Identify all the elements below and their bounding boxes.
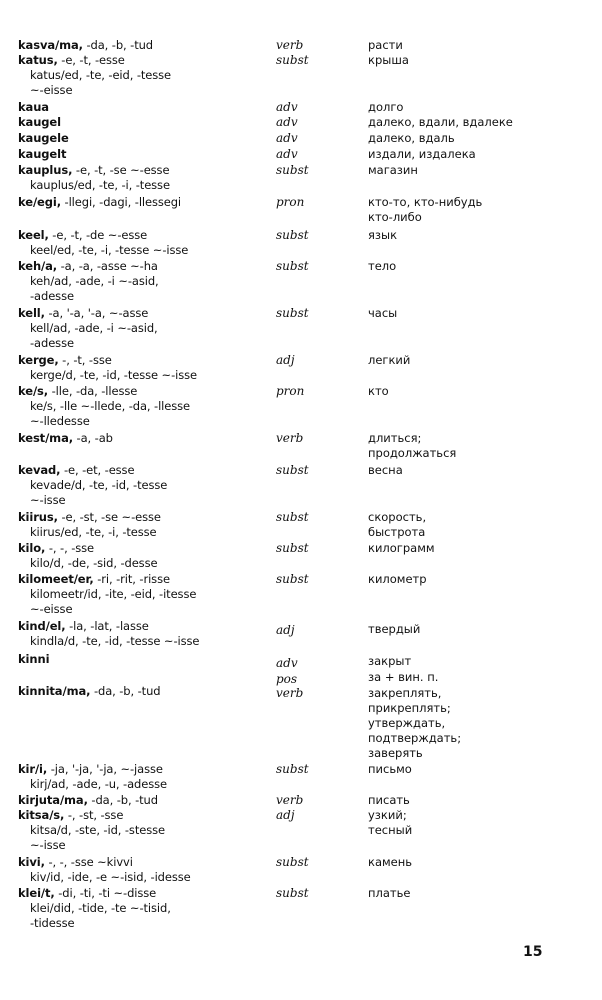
- plural-forms: [30, 525, 270, 540]
- part-of-speech: pron: [276, 384, 305, 398]
- translation-line: тело: [368, 259, 397, 273]
- translation: [368, 541, 593, 556]
- headword-line: [18, 131, 270, 146]
- translation: [368, 195, 593, 225]
- headword: katus,: [18, 53, 58, 67]
- inflection-forms: -, -, -sse: [45, 541, 94, 555]
- part-of-speech: subst: [276, 306, 309, 320]
- headword: kerge,: [18, 353, 59, 367]
- headword: kind/el,: [18, 619, 66, 633]
- translation: [368, 793, 593, 808]
- inflection-forms: -e, -et, -esse: [60, 463, 135, 477]
- plural-line: katus/ed, -te, -eid, -tesse: [30, 68, 172, 82]
- inflection-forms: -lle, -da, -llesse: [48, 384, 138, 398]
- plural-forms: [30, 321, 270, 351]
- part-of-speech: subst: [276, 259, 309, 273]
- translation-line: утверждать,: [368, 716, 446, 730]
- headword-line: [18, 684, 270, 699]
- translation: [368, 228, 593, 243]
- translation: [368, 147, 593, 162]
- plural-line: keh/ad, -ade, -i ~-asid,: [30, 274, 159, 288]
- inflection-forms: -a, '-a, '-a, ~-asse: [44, 306, 149, 320]
- part-of-speech: subst: [276, 886, 309, 900]
- headword-line: [18, 195, 270, 210]
- translation-line: далеко, вдаль: [368, 131, 455, 145]
- plural-forms: [30, 178, 270, 193]
- headword: kest/ma,: [18, 431, 73, 445]
- translation-line: закрыт: [368, 654, 412, 668]
- headword-line: [18, 855, 270, 870]
- plural-line: klei/did, -tide, -te ~-tisid,: [30, 901, 171, 915]
- inflection-forms: -da, -b, -tud: [87, 793, 158, 807]
- translation-line: за + вин. п.: [368, 670, 439, 684]
- translation-line: твердый: [368, 622, 421, 636]
- headword: kinnita/ma,: [18, 684, 91, 698]
- headword-line: [18, 53, 270, 68]
- part-of-speech: adv: [276, 147, 298, 161]
- part-of-speech: adj: [276, 353, 295, 367]
- headword: keel,: [18, 228, 49, 242]
- headword: ke/s,: [18, 384, 49, 398]
- part-of-speech: adj: [276, 808, 295, 822]
- page-number: 15: [523, 944, 543, 960]
- translation: [368, 38, 593, 53]
- headword-line: [18, 886, 270, 901]
- part-of-speech: subst: [276, 541, 309, 555]
- inflection-forms: -di, -ti, -ti ~-disse: [54, 886, 157, 900]
- inflection-forms: -e, -t, -se ~-esse: [72, 163, 170, 177]
- translation-line: километр: [368, 572, 427, 586]
- headword: klei/t,: [18, 886, 55, 900]
- translation-line: быстрота: [368, 525, 426, 539]
- translation-line: весна: [368, 463, 403, 477]
- plural-line: -tidesse: [30, 916, 75, 930]
- part-of-speech: subst: [276, 163, 309, 177]
- translation-line: долго: [368, 100, 404, 114]
- plural-line: -adesse: [30, 289, 74, 303]
- inflection-forms: -la, -lat, -lasse: [65, 619, 149, 633]
- inflection-forms: -, -t, -sse: [58, 353, 112, 367]
- translation-line: килограмм: [368, 541, 435, 555]
- headword-line: [18, 259, 270, 274]
- translation-line: узкий;: [368, 808, 407, 822]
- headword-line: [18, 572, 270, 587]
- headword-line: [18, 228, 270, 243]
- inflection-forms: -a, -a, -asse ~-ha: [57, 259, 158, 273]
- part-of-speech: adv: [276, 131, 298, 145]
- headword-line: [18, 652, 270, 667]
- headword: kauplus,: [18, 163, 73, 177]
- headword-line: [18, 541, 270, 556]
- translation: [368, 384, 593, 399]
- translation: [368, 808, 593, 838]
- headword: kaugele: [18, 131, 69, 145]
- plural-forms: [30, 478, 270, 508]
- plural-line: kiirus/ed, -te, -i, -tesse: [30, 525, 157, 539]
- translation: [368, 622, 593, 637]
- headword-line: [18, 100, 270, 115]
- headword-line: [18, 384, 270, 399]
- plural-line: kiv/id, -ide, -e ~-isid, -idesse: [30, 870, 191, 884]
- translation: [368, 510, 593, 540]
- headword: keh/a,: [18, 259, 58, 273]
- headword-line: [18, 115, 270, 130]
- translation: [368, 131, 593, 146]
- translation-line: прикреплять;: [368, 701, 451, 715]
- translation: [368, 431, 593, 461]
- inflection-forms: -ri, -rit, -risse: [93, 572, 170, 586]
- plural-forms: [30, 587, 270, 617]
- translation-line: писать: [368, 793, 410, 807]
- translation-line: платье: [368, 886, 411, 900]
- plural-line: kell/ad, -ade, -i ~-asid,: [30, 321, 158, 335]
- headword: kitsa/s,: [18, 808, 65, 822]
- translation: [368, 306, 593, 321]
- part-of-speech: subst: [276, 463, 309, 477]
- part-of-speech: adv: [276, 656, 298, 670]
- part-of-speech: adv: [276, 100, 298, 114]
- translation: [368, 855, 593, 870]
- plural-line: ~-isse: [30, 493, 66, 507]
- plural-line: kitsa/d, -ste, -id, -stesse: [30, 823, 165, 837]
- translation-line: длиться;: [368, 431, 422, 445]
- part-of-speech: subst: [276, 228, 309, 242]
- part-of-speech: verb: [276, 38, 304, 52]
- translation-line: подтверждать;: [368, 731, 462, 745]
- plural-line: kauplus/ed, -te, -i, -tesse: [30, 178, 170, 192]
- part-of-speech: verb: [276, 793, 304, 807]
- translation: [368, 686, 593, 761]
- plural-line: kevade/d, -te, -id, -tesse: [30, 478, 168, 492]
- inflection-forms: -, -, -sse ~kivvi: [44, 855, 133, 869]
- translation: [368, 259, 593, 274]
- translation-line: магазин: [368, 163, 418, 177]
- translation: [368, 762, 593, 777]
- plural-line: kindla/d, -te, -id, -tesse ~-isse: [30, 634, 200, 648]
- inflection-forms: -a, -ab: [73, 431, 113, 445]
- translation: [368, 886, 593, 901]
- translation-line: кто: [368, 384, 389, 398]
- plural-line: kilomeetr/id, -ite, -eid, -itesse: [30, 587, 197, 601]
- headword: kaua: [18, 100, 49, 114]
- headword: kaugel: [18, 115, 61, 129]
- translation-line: язык: [368, 228, 398, 242]
- headword: kilo,: [18, 541, 46, 555]
- plural-line: ~-eisse: [30, 83, 73, 97]
- headword-line: [18, 431, 270, 446]
- plural-line: ~-isse: [30, 838, 66, 852]
- inflection-forms: -, -st, -sse: [64, 808, 124, 822]
- part-of-speech: subst: [276, 762, 309, 776]
- plural-forms: [30, 901, 270, 931]
- plural-forms: [30, 870, 270, 885]
- translation-line: расти: [368, 38, 403, 52]
- translation: [368, 53, 593, 68]
- part-of-speech: pos: [276, 672, 298, 686]
- translation-line: письмо: [368, 762, 412, 776]
- headword: kasva/ma,: [18, 38, 83, 52]
- plural-line: ~-eisse: [30, 602, 73, 616]
- headword-line: [18, 163, 270, 178]
- translation: [368, 353, 593, 368]
- headword-line: [18, 147, 270, 162]
- translation: [368, 100, 593, 115]
- translation-line: крыша: [368, 53, 409, 67]
- part-of-speech: verb: [276, 431, 304, 445]
- part-of-speech: verb: [276, 686, 304, 700]
- headword: kirjuta/ma,: [18, 793, 88, 807]
- plural-forms: [30, 274, 270, 304]
- plural-line: kilo/d, -de, -sid, -desse: [30, 556, 158, 570]
- translation-line: скорость,: [368, 510, 427, 524]
- headword: kinni: [18, 652, 50, 666]
- plural-forms: [30, 368, 270, 383]
- headword: kaugelt: [18, 147, 67, 161]
- plural-line: keel/ed, -te, -i, -tesse ~-isse: [30, 243, 189, 257]
- headword: ke/egi,: [18, 195, 61, 209]
- plural-forms: [30, 777, 270, 792]
- translation-line: кто-либо: [368, 210, 422, 224]
- part-of-speech: subst: [276, 855, 309, 869]
- part-of-speech: subst: [276, 572, 309, 586]
- plural-line: ke/s, -lle ~-llede, -da, -llesse: [30, 399, 190, 413]
- translation: [368, 670, 593, 685]
- headword: kell,: [18, 306, 45, 320]
- translation: [368, 163, 593, 178]
- inflection-forms: -llegi, -dagi, -llessegi: [60, 195, 182, 209]
- inflection-forms: -e, -t, -esse: [57, 53, 125, 67]
- inflection-forms: -e, -st, -se ~-esse: [57, 510, 161, 524]
- translation: [368, 115, 593, 130]
- headword-line: [18, 463, 270, 478]
- translation-line: тесный: [368, 823, 413, 837]
- part-of-speech: pron: [276, 195, 305, 209]
- translation-line: кто-то, кто-нибудь: [368, 195, 483, 209]
- plural-forms: [30, 823, 270, 853]
- headword-line: [18, 793, 270, 808]
- translation-line: заверять: [368, 746, 423, 760]
- plural-forms: [30, 634, 270, 649]
- headword: kilomeet/er,: [18, 572, 94, 586]
- headword: kivi,: [18, 855, 45, 869]
- translation-line: часы: [368, 306, 398, 320]
- headword: kir/i,: [18, 762, 48, 776]
- part-of-speech: adj: [276, 623, 295, 637]
- plural-forms: [30, 399, 270, 429]
- plural-forms: [30, 68, 270, 98]
- translation-line: легкий: [368, 353, 411, 367]
- translation-line: камень: [368, 855, 413, 869]
- translation: [368, 572, 593, 587]
- headword-line: [18, 353, 270, 368]
- part-of-speech: adv: [276, 115, 298, 129]
- part-of-speech: subst: [276, 510, 309, 524]
- headword-line: [18, 762, 270, 777]
- headword-line: [18, 808, 270, 823]
- headword-line: [18, 619, 270, 634]
- plural-forms: [30, 556, 270, 571]
- headword: kevad,: [18, 463, 61, 477]
- translation-line: издали, издалека: [368, 147, 476, 161]
- translation: [368, 463, 593, 478]
- plural-forms: [30, 243, 270, 258]
- headword-line: [18, 306, 270, 321]
- headword-line: [18, 38, 270, 53]
- part-of-speech: subst: [276, 53, 309, 67]
- headword-line: [18, 510, 270, 525]
- translation-line: продолжаться: [368, 446, 457, 460]
- inflection-forms: -ja, '-ja, '-ja, ~-jasse: [47, 762, 163, 776]
- headword: kiirus,: [18, 510, 58, 524]
- inflection-forms: -da, -b, -tud: [90, 684, 161, 698]
- translation-line: далеко, вдали, вдалеке: [368, 115, 513, 129]
- translation-line: закреплять,: [368, 686, 442, 700]
- plural-line: kirj/ad, -ade, -u, -adesse: [30, 777, 167, 791]
- plural-line: kerge/d, -te, -id, -tesse ~-isse: [30, 368, 197, 382]
- plural-line: -adesse: [30, 336, 74, 350]
- translation: [368, 654, 593, 669]
- inflection-forms: -da, -b, -tud: [82, 38, 153, 52]
- inflection-forms: -e, -t, -de ~-esse: [48, 228, 148, 242]
- plural-line: ~-lledesse: [30, 414, 90, 428]
